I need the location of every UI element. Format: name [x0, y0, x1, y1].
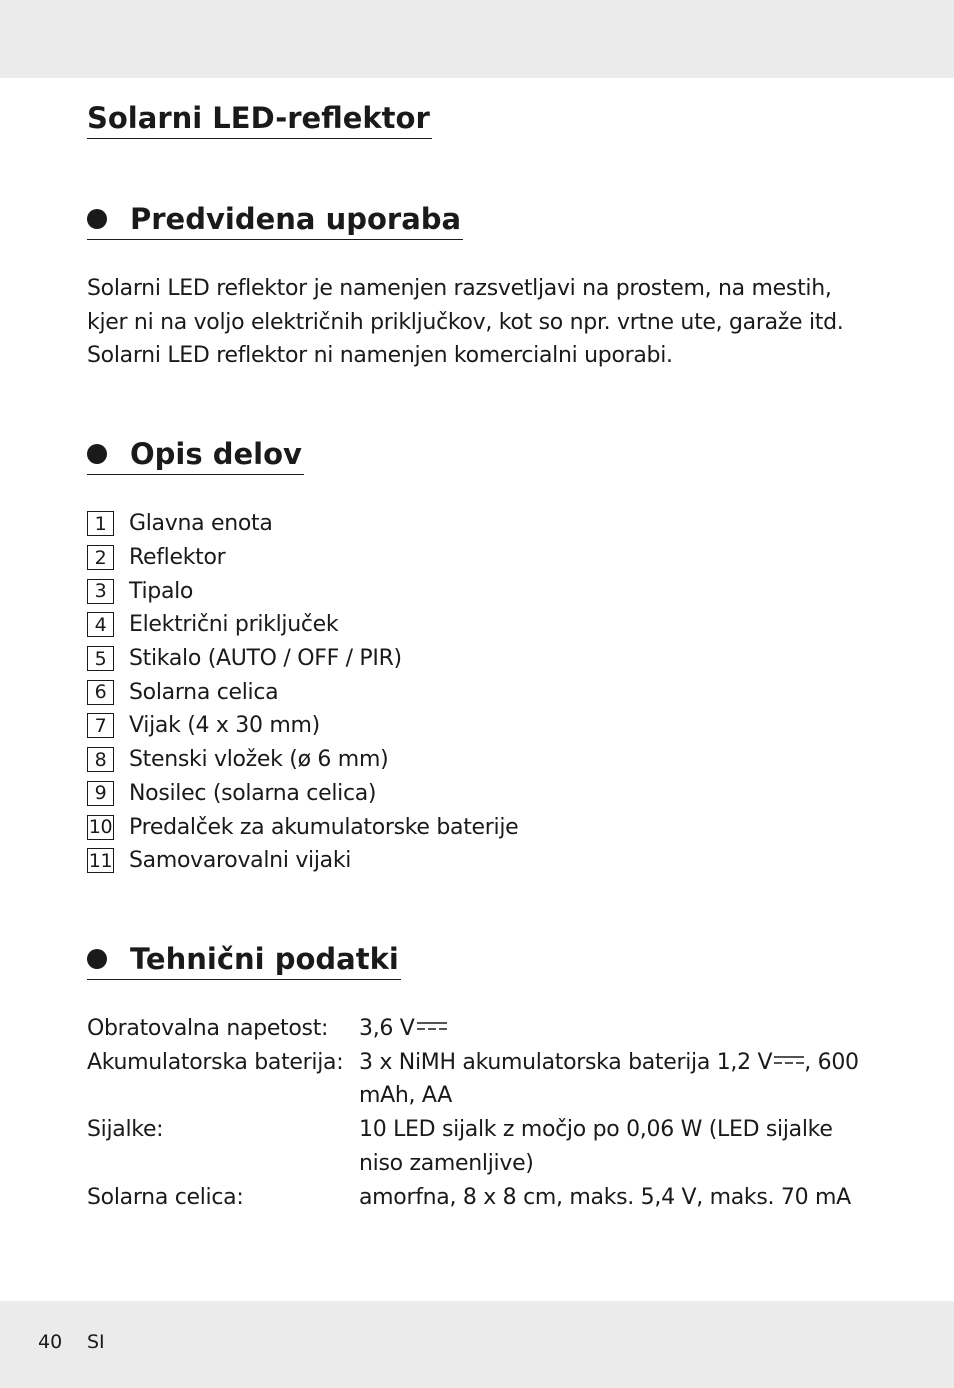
bullet-icon	[87, 949, 107, 969]
spec-value-text: 3 x NiMH akumulatorska baterija 1,2 V	[359, 1049, 773, 1075]
list-item	[87, 709, 518, 743]
spec-value	[359, 1046, 859, 1113]
bullet-icon	[87, 209, 107, 229]
spec-value: 10 LED sijalk z močjo po 0,06 W (LED sijalke niso zamenljive)	[359, 1117, 833, 1176]
part-label: Vijak (4 x 30 mm)	[129, 713, 320, 739]
list-item	[87, 574, 518, 608]
list-item	[87, 608, 518, 642]
section-underline	[87, 434, 304, 475]
list-item	[87, 844, 518, 878]
spec-label: Sijalke:	[87, 1117, 164, 1143]
parts-list	[87, 507, 518, 878]
part-number-box: 3	[87, 579, 114, 604]
part-number-box: 4	[87, 612, 114, 637]
list-item	[87, 642, 518, 676]
language-code: SI	[87, 1331, 105, 1353]
table-row	[87, 1012, 859, 1046]
section-tech-heading	[87, 939, 401, 980]
part-number-box: 6	[87, 680, 114, 705]
header-band	[0, 0, 954, 78]
bullet-icon	[87, 444, 107, 464]
part-number-box: 9	[87, 781, 114, 806]
part-label: Električni priključek	[129, 612, 339, 638]
section-parts-heading	[87, 434, 304, 475]
list-item	[87, 507, 518, 541]
part-label: Stikalo (AUTO / OFF / PIR)	[129, 646, 402, 672]
part-number-box: 8	[87, 747, 114, 772]
part-label: Stenski vložek (ø 6 mm)	[129, 747, 389, 773]
part-number-box: 10	[88, 816, 113, 839]
part-number-box: 11	[88, 849, 113, 872]
section-intended-use-heading	[87, 199, 463, 240]
table-row	[87, 1113, 859, 1180]
spec-label: Solarna celica:	[87, 1184, 244, 1210]
section-underline	[87, 199, 463, 240]
part-label: Samovarovalni vijaki	[129, 848, 352, 874]
list-item	[87, 743, 518, 777]
dc-symbol-icon	[774, 1055, 804, 1065]
spec-value-suffix: , 600 mAh, AA	[359, 1049, 859, 1109]
intended-use-paragraph: Solarni LED reflektor je namenjen razsvetljavi na prostem, na mestih, kjer ni na voljo električnih priključkov, kot so npr. vrtne ute, garaže itd. Solarni LED reflektor ni namenjen komercialni uporabi.	[87, 276, 844, 368]
spec-value-text: 3,6 V	[359, 1016, 415, 1041]
part-number-box: 2	[87, 545, 114, 570]
part-label: Tipalo	[129, 578, 194, 604]
spec-label: Obratovalna napetost:	[87, 1016, 329, 1041]
section-title: Predvidena uporaba	[130, 202, 462, 236]
spec-value: amorfna, 8 x 8 cm, maks. 5,4 V, maks. 70 mA	[359, 1184, 851, 1210]
part-label: Glavna enota	[129, 511, 273, 537]
tech-specs-table	[87, 1012, 859, 1214]
dc-symbol-icon	[417, 1021, 447, 1031]
spec-value	[359, 1012, 859, 1046]
list-item	[87, 541, 518, 575]
page-number: 40	[38, 1331, 63, 1353]
spec-label: Akumulatorska baterija:	[87, 1049, 344, 1075]
section-title: Tehnični podatki	[130, 942, 399, 976]
part-number-box: 5	[87, 646, 114, 671]
part-label: Solarna celica	[129, 679, 279, 705]
part-number-box: 7	[87, 713, 114, 738]
list-item	[87, 675, 518, 709]
document-title: Solarni LED-reflektor	[87, 98, 432, 139]
list-item	[87, 777, 518, 811]
table-row	[87, 1181, 859, 1215]
table-row	[87, 1046, 859, 1113]
part-number-box: 1	[87, 511, 114, 536]
part-label: Predalček za akumulatorske baterije	[129, 814, 519, 840]
part-label: Reflektor	[129, 545, 226, 571]
footer-band	[0, 1301, 954, 1388]
section-underline	[87, 939, 401, 980]
list-item	[87, 810, 518, 844]
section-title: Opis delov	[130, 437, 302, 471]
part-label: Nosilec (solarna celica)	[129, 780, 377, 806]
